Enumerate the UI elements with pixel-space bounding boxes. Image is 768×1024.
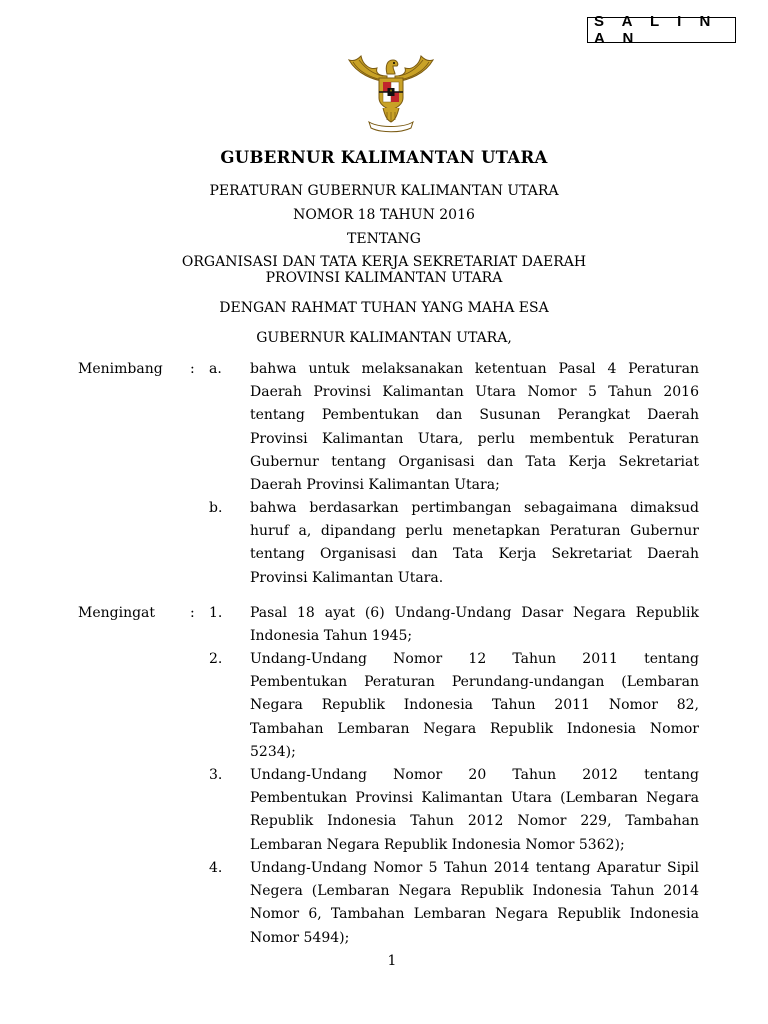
blessing-line: DENGAN RAHMAT TUHAN YANG MAHA ESA [219, 300, 549, 316]
text-line: Nomor 6, Tambahan Lembaran Negara Republik Indonesia [250, 906, 699, 923]
salinan-stamp: S A L I N A N [587, 17, 736, 43]
mengingat-marker-3: 3. [209, 767, 223, 783]
text-line: 5234); [250, 743, 296, 760]
mengingat-marker-4: 4. [209, 860, 223, 876]
subject-line-1: ORGANISASI DAN TATA KERJA SEKRETARIAT DAERAH [181, 254, 587, 270]
mengingat-item-3 [250, 764, 699, 857]
menimbang-marker-a: a. [209, 361, 222, 377]
text-line: tentang Organisasi dan Tata Kerja Sekretariat Daerah [250, 546, 699, 563]
regulation-number: NOMOR 18 TAHUN 2016 [293, 207, 475, 223]
menimbang-item-b [250, 497, 699, 590]
text-line: Undang-Undang Nomor 5 Tahun 2014 tentang Aparatur Sipil [250, 860, 699, 876]
garuda-emblem [343, 52, 439, 134]
governor-heading: GUBERNUR KALIMANTAN UTARA [220, 148, 548, 167]
text-line: huruf a, dipandang perlu menetapkan Peraturan Gubernur [250, 523, 699, 540]
text-line: Provinsi Kalimantan Utara. [250, 569, 444, 586]
governor-line: GUBERNUR KALIMANTAN UTARA, [256, 330, 512, 346]
text-line: Tambahan Lembaran Negara Republik Indonesia Nomor [250, 720, 699, 737]
mengingat-colon: : [190, 605, 195, 621]
menimbang-label: Menimbang [78, 361, 163, 377]
about-label: TENTANG [347, 231, 421, 247]
text-line: Negera (Lembaran Negara Republik Indonesia Tahun 2014 [250, 883, 699, 900]
text-line: Lembaran Negara Republik Indonesia Nomor 5362); [250, 836, 625, 853]
text-line: bahwa untuk melaksanakan ketentuan Pasal 4 Peraturan [250, 361, 699, 377]
text-line: Undang-Undang Nomor 12 Tahun 2011 tentang [250, 651, 699, 667]
mengingat-item-1 [250, 602, 699, 648]
text-line: Pasal 18 ayat (6) Undang-Undang Dasar Negara Republik [250, 605, 699, 621]
mengingat-item-2 [250, 648, 699, 764]
garuda-icon [343, 52, 439, 134]
subject-line-2: PROVINSI KALIMANTAN UTARA [265, 270, 503, 286]
text-line: Provinsi Kalimantan Utara, perlu membentuk Peraturan [250, 430, 699, 447]
mengingat-label: Mengingat [78, 605, 156, 621]
mengingat-marker-2: 2. [209, 651, 223, 667]
text-line: bahwa berdasarkan pertimbangan sebagaimana dimaksud [250, 500, 699, 516]
menimbang-colon: : [190, 361, 195, 377]
text-line: Indonesia Tahun 1945; [250, 628, 413, 645]
mengingat-marker-1: 1. [209, 605, 223, 621]
text-line: Nomor 5494); [250, 929, 350, 946]
menimbang-marker-b: b. [209, 500, 223, 516]
text-line: Republik Indonesia Tahun 2012 Nomor 229, Tambahan [250, 813, 699, 830]
text-line: Pembentukan Provinsi Kalimantan Utara (Lembaran Negara [250, 790, 699, 807]
text-line: Daerah Provinsi Kalimantan Utara Nomor 5 Tahun 2016 [250, 384, 699, 401]
menimbang-item-a [250, 358, 699, 497]
text-line: Gubernur tentang Organisasi dan Tata Kerja Sekretariat [250, 453, 699, 470]
text-line: Undang-Undang Nomor 20 Tahun 2012 tentang [250, 767, 699, 783]
text-line: Pembentukan Peraturan Perundang-undangan (Lembaran [250, 674, 699, 691]
page-number: 1 [387, 953, 397, 969]
regulation-title: PERATURAN GUBERNUR KALIMANTAN UTARA [209, 183, 559, 199]
mengingat-item-4 [250, 857, 699, 950]
text-line: Daerah Provinsi Kalimantan Utara; [250, 477, 500, 494]
text-line: Negara Republik Indonesia Tahun 2011 Nomor 82, [250, 697, 699, 714]
text-line: tentang Pembentukan dan Susunan Perangkat Daerah [250, 407, 699, 424]
